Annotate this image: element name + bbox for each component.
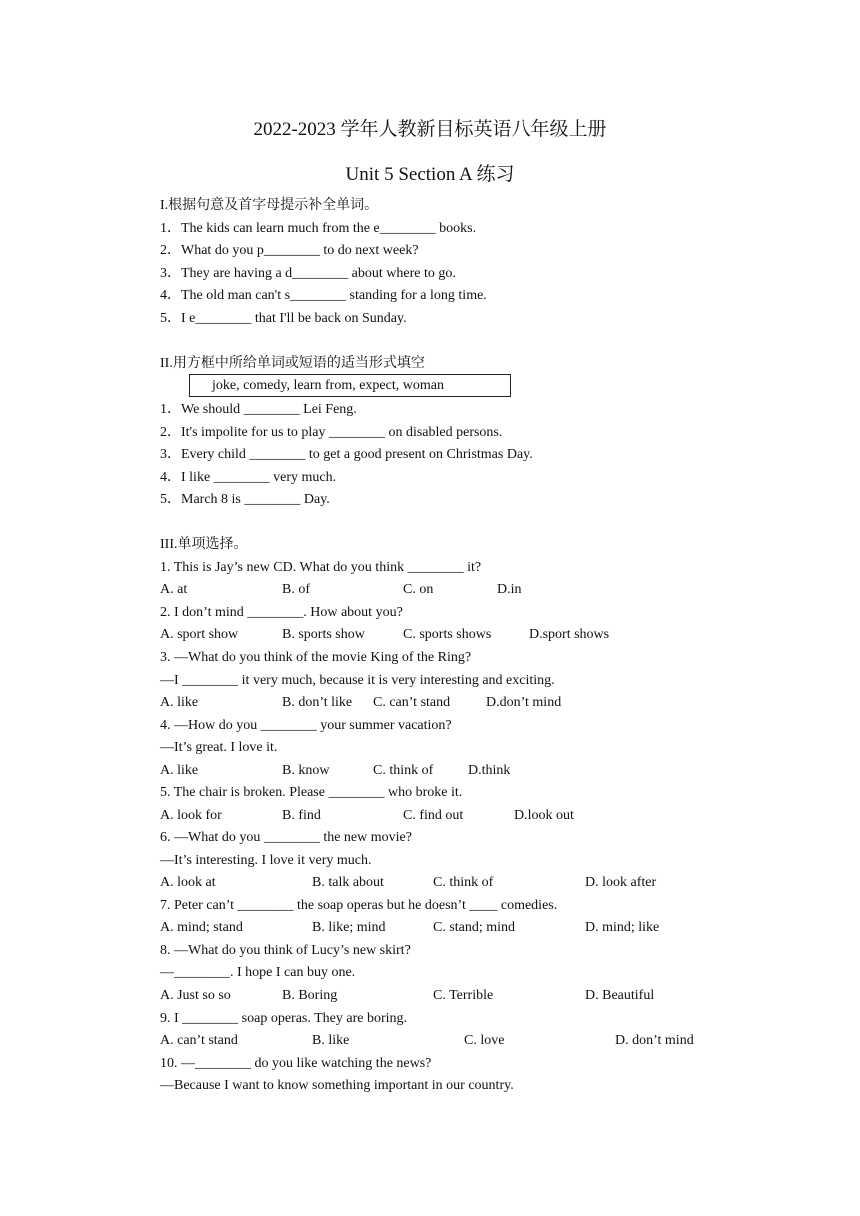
question-stem: 2. I don’t mind ________. How about you? [160, 605, 403, 620]
question-stem: 6. —What do you ________ the new movie? [160, 830, 412, 845]
section1-item: 3．They are having a d________ about where to go. [160, 266, 456, 281]
option-b: B. find [282, 808, 321, 823]
option-a: A. look for [160, 808, 222, 823]
option-c: C. find out [403, 808, 464, 823]
question-stem: 1. This is Jay’s new CD. What do you think ________ it? [160, 560, 482, 575]
section2-item: 3．Every child ________ to get a good present on Christmas Day. [160, 447, 533, 462]
question-stem-2: —I ________ it very much, because it is very interesting and exciting. [160, 673, 555, 688]
option-d: D.look out [514, 808, 574, 823]
option-b: B. of [282, 582, 310, 597]
option-d: D.sport shows [529, 627, 610, 642]
option-a: A. sport show [160, 627, 239, 642]
option-a: A. look at [160, 875, 216, 890]
section2-item: 1．We should ________ Lei Feng. [160, 402, 357, 417]
section2-item: 2．It's impolite for us to play ________ on disabled persons. [160, 425, 503, 440]
option-b: B. Boring [282, 988, 338, 1003]
question-stem-2: —________. I hope I can buy one. [160, 965, 356, 980]
question-stem-2: —It’s interesting. I love it very much. [160, 853, 372, 868]
option-c: C. think of [373, 763, 434, 778]
section1-item: 5．I e________ that I'll be back on Sunday. [160, 311, 407, 326]
option-b: B. like [312, 1033, 350, 1048]
question-stem-2: —It’s great. I love it. [160, 740, 278, 755]
option-b: B. sports show [282, 627, 365, 642]
option-a: A. like [160, 695, 199, 710]
document-title: 2022-2023 学年人教新目标英语八年级上册 [253, 119, 607, 140]
section3-heading: III.单项选择。 [160, 537, 248, 552]
option-a: A. Just so so [160, 988, 231, 1003]
question-stem: 9. I ________ soap operas. They are boring. [160, 1011, 408, 1026]
option-b: B. like; mind [312, 920, 386, 935]
question-stem: 7. Peter can’t ________ the soap operas but he doesn’t ____ comedies. [160, 898, 558, 913]
section2-item: 5．March 8 is ________ Day. [160, 492, 330, 507]
document-subtitle: Unit 5 Section A 练习 [345, 164, 515, 185]
option-d: D.in [497, 582, 522, 597]
section1-item: 4．The old man can't s________ standing for a long time. [160, 288, 487, 303]
option-a: A. mind; stand [160, 920, 243, 935]
question-stem: 5. The chair is broken. Please ________ who broke it. [160, 785, 463, 800]
option-c: C. can’t stand [373, 695, 451, 710]
option-b: B. don’t like [282, 695, 353, 710]
question-stem: 8. —What do you think of Lucy’s new skirt? [160, 943, 411, 958]
option-c: C. on [403, 582, 434, 597]
section1-item: 1．The kids can learn much from the e________ books. [160, 221, 477, 236]
word-box: joke, comedy, learn from, expect, woman [189, 374, 511, 397]
question-stem-2: —Because I want to know something important in our country. [160, 1078, 514, 1093]
section1-item: 2．What do you p________ to do next week? [160, 243, 419, 258]
option-d: D. don’t mind [615, 1033, 694, 1048]
option-c: C. Terrible [433, 988, 494, 1003]
option-c: C. love [464, 1033, 505, 1048]
option-d: D. Beautiful [585, 988, 655, 1003]
option-c: C. think of [433, 875, 494, 890]
option-a: A. can’t stand [160, 1033, 238, 1048]
question-stem: 3. —What do you think of the movie King of the Ring? [160, 650, 472, 665]
option-b: B. talk about [312, 875, 384, 890]
option-d: D. mind; like [585, 920, 660, 935]
option-b: B. know [282, 763, 330, 778]
option-d: D.don’t mind [486, 695, 562, 710]
section2-item: 4．I like ________ very much. [160, 470, 337, 485]
option-d: D. look after [585, 875, 657, 890]
question-stem: 4. —How do you ________ your summer vacation? [160, 718, 452, 733]
section2-heading: II.用方框中所给单词或短语的适当形式填空 [160, 356, 425, 371]
option-c: C. sports shows [403, 627, 492, 642]
option-d: D.think [468, 763, 511, 778]
option-c: C. stand; mind [433, 920, 516, 935]
question-stem: 10. —________ do you like watching the news? [160, 1056, 432, 1071]
option-a: A. at [160, 582, 188, 597]
section1-heading: I.根据句意及首字母提示补全单词。 [160, 198, 379, 213]
option-a: A. like [160, 763, 199, 778]
